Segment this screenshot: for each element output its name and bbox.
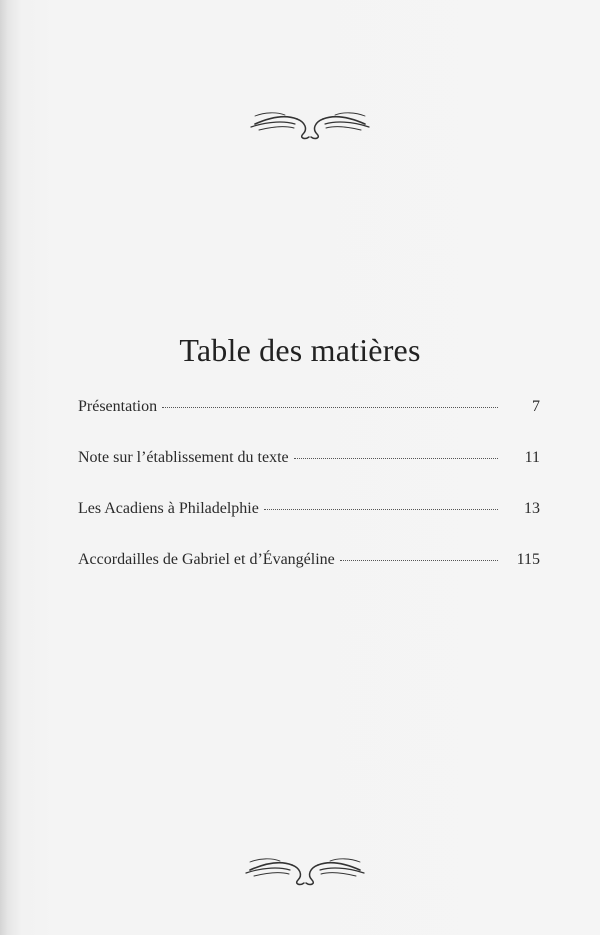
dot-leader: [340, 560, 498, 561]
toc-entry-label: Note sur l’établissement du texte: [78, 449, 289, 466]
dot-leader: [264, 509, 498, 510]
table-of-contents: [78, 398, 540, 602]
toc-entry[interactable]: [78, 449, 540, 500]
flourish-ornament-icon: [240, 850, 370, 890]
toc-entry-page: 13: [524, 500, 540, 517]
dot-leader: [294, 458, 498, 459]
toc-entry[interactable]: [78, 500, 540, 551]
toc-entry[interactable]: [78, 398, 540, 449]
toc-entry-label: Les Acadiens à Philadelphie: [78, 500, 259, 517]
toc-entry-page: 11: [524, 449, 540, 466]
toc-entry-page: 115: [516, 551, 540, 568]
toc-entry-label: Accordailles de Gabriel et d’Évangéline: [78, 551, 335, 568]
flourish-ornament-icon: [245, 104, 375, 144]
dot-leader: [162, 407, 498, 408]
toc-entry[interactable]: [78, 551, 540, 602]
page-title: Table des matières: [179, 332, 421, 368]
toc-entry-label: Présentation: [78, 398, 158, 415]
toc-entry-page: 7: [532, 398, 540, 415]
